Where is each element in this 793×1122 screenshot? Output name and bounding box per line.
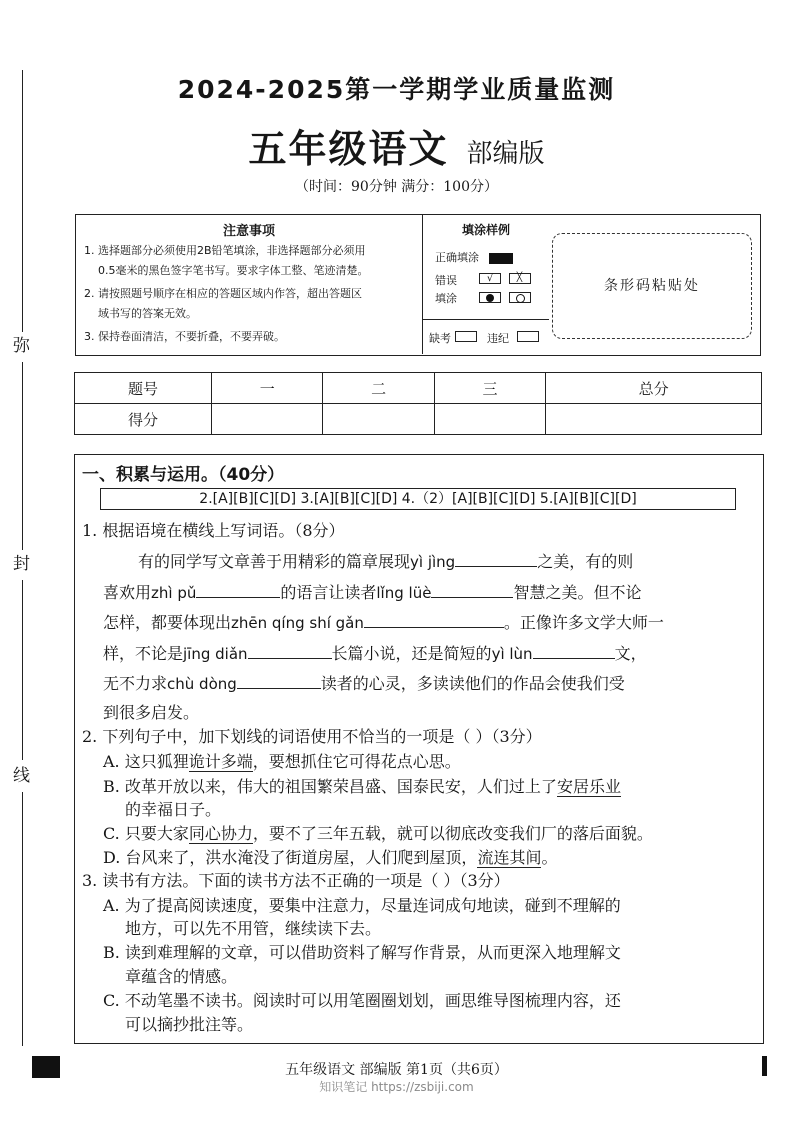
option-text: D. 台风来了，洪水淹没了街道房屋，人们爬到屋顶，: [103, 848, 478, 867]
question-1-stem: 1. 根据语境在横线上写词语。（8分）: [82, 521, 345, 540]
q1-line: [138, 549, 633, 572]
exam-title: 2024-2025第一学期学业质量监测: [177, 75, 616, 104]
answer-blank[interactable]: [248, 644, 332, 659]
q3-option-b-cont: 章蕴含的情感。: [125, 967, 238, 986]
answer-blank[interactable]: [431, 583, 513, 598]
choice-answer-strip[interactable]: 2.[A][B][C][D] 3.[A][B][C][D] 4.（2）[A][B][C][D] 5.[A][B][C][D]: [100, 488, 736, 510]
wrong-fill-label-2: 填涂: [435, 292, 457, 305]
q1-text: 文，: [614, 644, 647, 663]
notice-item: 域书写的答案无效。: [98, 307, 197, 320]
pinyin-hint: zhì pǔ: [151, 584, 197, 602]
q1-text: 之美，有的则: [537, 552, 634, 571]
score-row-label: 得分: [75, 404, 212, 435]
pinyin-hint: zhēn qíng shí gǎn: [231, 614, 364, 632]
edition-label: 部编版: [466, 139, 545, 169]
fill-sample-panel: [422, 215, 550, 354]
violation-label: 违纪: [487, 332, 509, 345]
notice-panel: [76, 215, 422, 354]
score-table-header-row: [75, 373, 762, 404]
option-text: C. 只要大家: [103, 824, 189, 843]
q3-option-a-cont: 地方，可以先不用管，继续读下去。: [125, 919, 382, 938]
pinyin-hint: jīng diǎn: [183, 645, 248, 663]
q1-line: [103, 610, 664, 633]
correct-fill-label: 正确填涂: [435, 251, 479, 264]
q1-text: 读者的心灵，多读读他们的作品会使我们受: [320, 674, 625, 693]
score-cell[interactable]: [323, 404, 434, 435]
correct-fill-row: [435, 249, 513, 265]
answer-blank[interactable]: [364, 613, 504, 628]
subject-title: 五年级语文: [248, 126, 449, 171]
score-header-cell: 题号: [75, 373, 212, 404]
page-footer: 五年级语文 部编版 第1页（共6页）: [285, 1062, 508, 1078]
q1-line: [103, 580, 641, 603]
q2-option-a[interactable]: [103, 749, 461, 772]
pinyin-hint: lǐng lüè: [376, 584, 432, 602]
score-header-cell: 三: [434, 373, 545, 404]
q1-text: 智慧之美。但不论: [513, 583, 642, 602]
q1-text: 喜欢用: [103, 583, 152, 602]
option-text: B. 改革开放以来，伟大的祖国繁荣昌盛、国泰民安，人们过上了: [103, 777, 557, 796]
notice-item: 1. 选择题部分必须使用2B铅笔填涂，非选择题部分必须用: [84, 244, 366, 257]
circle-mark-icon: [509, 292, 531, 303]
score-cell[interactable]: [546, 404, 762, 435]
answer-blank[interactable]: [237, 674, 321, 689]
q1-text: 有的同学写文章善于用精彩的篇章展现: [138, 552, 411, 571]
question-3-stem: 3. 读书有方法。下面的读书方法不正确的一项是（ ）（3分）: [82, 871, 510, 890]
option-text: ，要想抓住它可得花点心思。: [252, 752, 461, 771]
q2-option-b-cont: 的幸福日子。: [125, 800, 222, 819]
q1-line: [103, 641, 647, 664]
notice-box: [75, 214, 761, 356]
score-header-cell: 一: [212, 373, 323, 404]
fill-sample-title: 填涂样例: [461, 223, 510, 237]
score-header-cell: 二: [323, 373, 434, 404]
underlined-word: 流连其间: [477, 848, 542, 867]
pinyin-hint: yì jìng: [410, 553, 456, 571]
q3-option-c[interactable]: C. 不动笔墨不读书。阅读时可以用笔圈圈划划，画思维导图梳理内容，还: [103, 991, 621, 1010]
option-text: ，要不了三年五载，就可以彻底改变我们厂的落后面貌。: [252, 824, 653, 843]
question-2-stem: 2. 下列句子中，加下划线的词语使用不恰当的一项是（ ）（3分）: [82, 727, 542, 746]
q1-line: 到很多启发。: [103, 703, 200, 722]
wrong-mark-row-2: [479, 290, 531, 303]
exam-meta: （时间：90分钟 满分：100分）: [295, 179, 498, 195]
answer-blank[interactable]: [455, 552, 537, 567]
pinyin-hint: yì lùn: [491, 645, 533, 663]
underlined-word: 诡计多端: [188, 752, 253, 771]
notice-item: 3. 保持卷面清洁，不要折叠，不要弄破。: [84, 330, 285, 343]
q3-option-c-cont: 可以摘抄批注等。: [125, 1015, 254, 1034]
watermark: 知识笔记 https://zsbiji.com: [319, 1080, 474, 1094]
absent-label: 缺考: [429, 332, 451, 345]
wrong-mark-row-1: [479, 271, 531, 284]
score-header-cell: 总分: [546, 373, 762, 404]
binding-line: [22, 362, 23, 550]
binding-char-seal-2: 封: [13, 554, 30, 574]
q3-option-a[interactable]: A. 为了提高阅读速度，要集中注意力，尽量连词成句地读，碰到不理解的: [103, 896, 621, 915]
section-heading: 一、积累与运用。（40分）: [82, 465, 285, 485]
q1-text: 。正像许多文学大师一: [503, 613, 664, 632]
binding-line: [22, 70, 23, 332]
score-cell[interactable]: [434, 404, 545, 435]
notice-title: 注意事项: [222, 224, 275, 239]
cross-mark-icon: ╳: [509, 273, 531, 284]
score-table-score-row: [75, 404, 762, 435]
notice-item: 0.5毫米的黑色签字笔书写。要求字体工整、笔迹清楚。: [98, 264, 369, 277]
score-cell[interactable]: [212, 404, 323, 435]
binding-line: [22, 792, 23, 1046]
q1-text: 怎样，都要体现出: [103, 613, 232, 632]
answer-blank[interactable]: [533, 644, 615, 659]
pinyin-hint: chù dòng: [167, 675, 237, 693]
binding-char-seal-1: 弥: [13, 336, 30, 356]
q1-text: 样，不论是: [103, 644, 184, 663]
filled-box-icon: [489, 253, 513, 264]
q2-option-d[interactable]: [103, 845, 557, 868]
underlined-word: 安居乐业: [556, 777, 621, 796]
absence-row: [423, 319, 549, 355]
absent-checkbox[interactable]: [455, 331, 477, 342]
barcode-area: 条形码粘贴处: [552, 233, 752, 339]
q3-option-b[interactable]: B. 读到难理解的文章，可以借助资料了解写作背景，从而更深入地理解文: [103, 943, 621, 962]
answer-blank[interactable]: [196, 583, 280, 598]
notice-item: 2. 请按照题号顺序在相应的答题区域内作答，超出答题区: [84, 287, 362, 300]
subject-row: [0, 118, 793, 173]
wrong-fill-label-1: 错误: [435, 274, 457, 287]
option-text: 。: [541, 848, 558, 867]
q2-option-b[interactable]: [103, 774, 621, 797]
q1-line: [103, 671, 625, 694]
option-text: A. 这只狐狸: [103, 752, 189, 771]
q1-text: 长篇小说，还是简短的: [331, 644, 492, 663]
q1-text: 的语言让读者: [280, 583, 377, 602]
check-mark-icon: √: [479, 273, 501, 284]
underlined-word: 同心协力: [188, 824, 253, 843]
violation-checkbox[interactable]: [517, 331, 539, 342]
binding-line: [22, 580, 23, 760]
q1-text: 无不力求: [103, 674, 168, 693]
binding-char-seal-3: 线: [13, 766, 30, 786]
dot-fill-icon: [479, 292, 501, 303]
q2-option-c[interactable]: [103, 821, 653, 844]
score-table: [74, 372, 762, 435]
